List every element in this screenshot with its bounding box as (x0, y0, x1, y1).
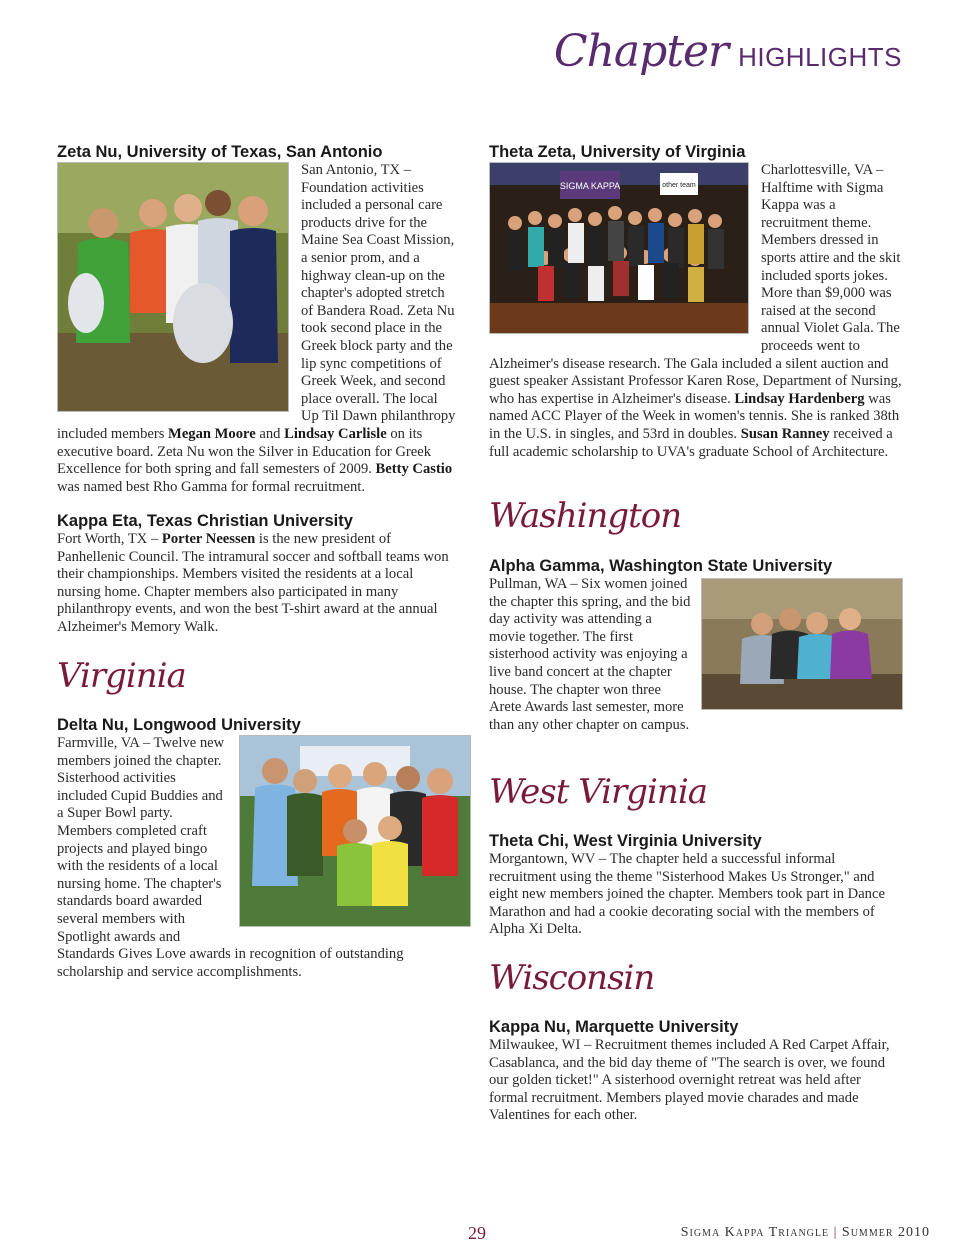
header-script: Chapter (553, 26, 729, 77)
theta-zeta-title: Theta Zeta, University of Virginia (489, 143, 746, 161)
delta-nu-title: Delta Nu, Longwood University (57, 716, 301, 734)
magazine-title: Sigma Kappa Triangle (680, 1225, 830, 1240)
kappa-eta-title: Kappa Eta, Texas Christian University (57, 512, 353, 530)
article-delta-nu (57, 715, 471, 981)
alpha-gamma-body: Pullman, WA – Six women joined the chapter this spring, and the bid day activity was attending a movie together. The first sisterhood activity was enjoying a live band concert at the chapter house. The chapter won three Arete Awards last semester, more than any other chapter on campus. (489, 576, 691, 733)
kappa-eta-text-2: is the new president of Panhellenic Council. The intramural soccer and softball teams won their championships. Members visited the residents at a local nursing home. Chapter members also participated in many philanthropy events, and won the best T-shirt award at the annual Alzheimer's Memory Walk. (57, 531, 449, 635)
magazine-issue (681, 1225, 930, 1241)
zeta-nu-name-3: Betty Castio (375, 461, 453, 478)
issue-date: Summer 2010 (841, 1225, 930, 1240)
footer-separator: | (833, 1225, 838, 1240)
zeta-nu-name-1: Megan Moore (168, 425, 256, 442)
theta-zeta-text-3: received a full academic scholarship to UVA's graduate School of Architecture. (489, 425, 893, 460)
zeta-nu-name-2: Lindsay Carlisle (284, 425, 387, 442)
article-zeta-nu (57, 142, 457, 496)
zeta-nu-title: Zeta Nu, University of Texas, San Antonio (57, 143, 383, 161)
kappa-eta-text-1: Fort Worth, TX – (57, 531, 162, 547)
theta-zeta-photo (489, 162, 749, 334)
article-alpha-gamma (489, 556, 903, 734)
alpha-gamma-photo (701, 578, 903, 710)
region-virginia: Virginia (57, 656, 186, 696)
theta-chi-body: Morgantown, WV – The chapter held a successful informal recruitment using the theme "Sisterhood Makes Us Stronger," and eight new members joined the chapter. Members took part in Dance Marathon and had a cookie decorating social with the members of Alpha Xi Delta. (489, 851, 885, 938)
kappa-eta-body (57, 531, 457, 637)
article-theta-zeta (489, 142, 903, 461)
kappa-eta-name-1: Porter Neessen (161, 531, 256, 547)
zeta-nu-text-1: San Antonio, TX – Foundation activities included a personal care products drive for the Maine Sea Coast Mission, a senior prom, and a highway clean-up on the chapter's adopted stretch of Bandera Road. Zeta Nu took second place in the Greek block party and the lip sync competitions of Greek Week, and second place overall. The local Up Til Dawn philanthropy included members (57, 162, 456, 442)
kappa-nu-title: Kappa Nu, Marquette University (489, 1018, 739, 1036)
zeta-nu-photo (57, 162, 289, 412)
delta-nu-body: Farmville, VA – Twelve new members joined the chapter. Sisterhood activities included Cupid Buddies and a Super Bowl party. Members completed craft projects and played bingo with the residents of a local nursing home. The chapter's standards board awarded several members with Spotlight awards and Standards Gives Love awards in recognition of outstanding scholarship and service accomplishments. (57, 735, 404, 980)
delta-nu-photo (239, 735, 471, 927)
article-kappa-nu (489, 1017, 903, 1125)
header-caps: HIGHLIGHTS (738, 42, 902, 72)
theta-zeta-name-1: Lindsay Hardenberg (734, 390, 865, 407)
region-washington: Washington (489, 496, 682, 536)
region-wisconsin: Wisconsin (489, 958, 655, 998)
sign-other-team: other team (662, 182, 696, 189)
alpha-gamma-title: Alpha Gamma, Washington State University (489, 557, 833, 575)
zeta-nu-text-2: and (255, 425, 285, 442)
kappa-nu-body: Milwaukee, WI – Recruitment themes included A Red Carpet Affair, Casablanca, and the bid day theme of "The search is over, we found our golden ticket!" A sisterhood overnight retreat was held after formal recruitment. Members played movie charades and made Valentines for each other. (489, 1037, 890, 1124)
zeta-nu-text-3: on its executive board. Zeta Nu won the Silver in Education for Greek Excellence for both spring and fall semesters of 2009. (57, 425, 432, 478)
page-number: 29 (468, 1223, 486, 1243)
theta-zeta-name-2: Susan Ranney (740, 425, 830, 442)
article-theta-chi (489, 831, 903, 939)
zeta-nu-text-4: was named best Rho Gamma for formal recruitment. (57, 478, 365, 495)
sign-sigma-kappa: SIGMA KAPPA (559, 181, 621, 191)
page-header (554, 26, 902, 77)
theta-zeta-text-1: Charlottesville, VA – Halftime with Sigma Kappa was a recruitment theme. Members dressed in sports attire and the skit included sports jokes. More than $9,000 was raised at the second annual Violet Gala. The proceeds went to Alzheimer's disease research. The Gala included a silent auction and guest speaker Assistant Professor Karen Rose, Department of Nursing, who has expertise in Alzheimer's disease. (489, 162, 902, 407)
article-kappa-eta (57, 511, 457, 637)
theta-zeta-text-2: was named ACC Player of the Week in women's tennis. She is ranked 38th in the U.S. in singles, and 53rd in doubles. (489, 390, 900, 442)
theta-chi-title: Theta Chi, West Virginia University (489, 832, 762, 850)
region-west-virginia: West Virginia (489, 772, 707, 812)
